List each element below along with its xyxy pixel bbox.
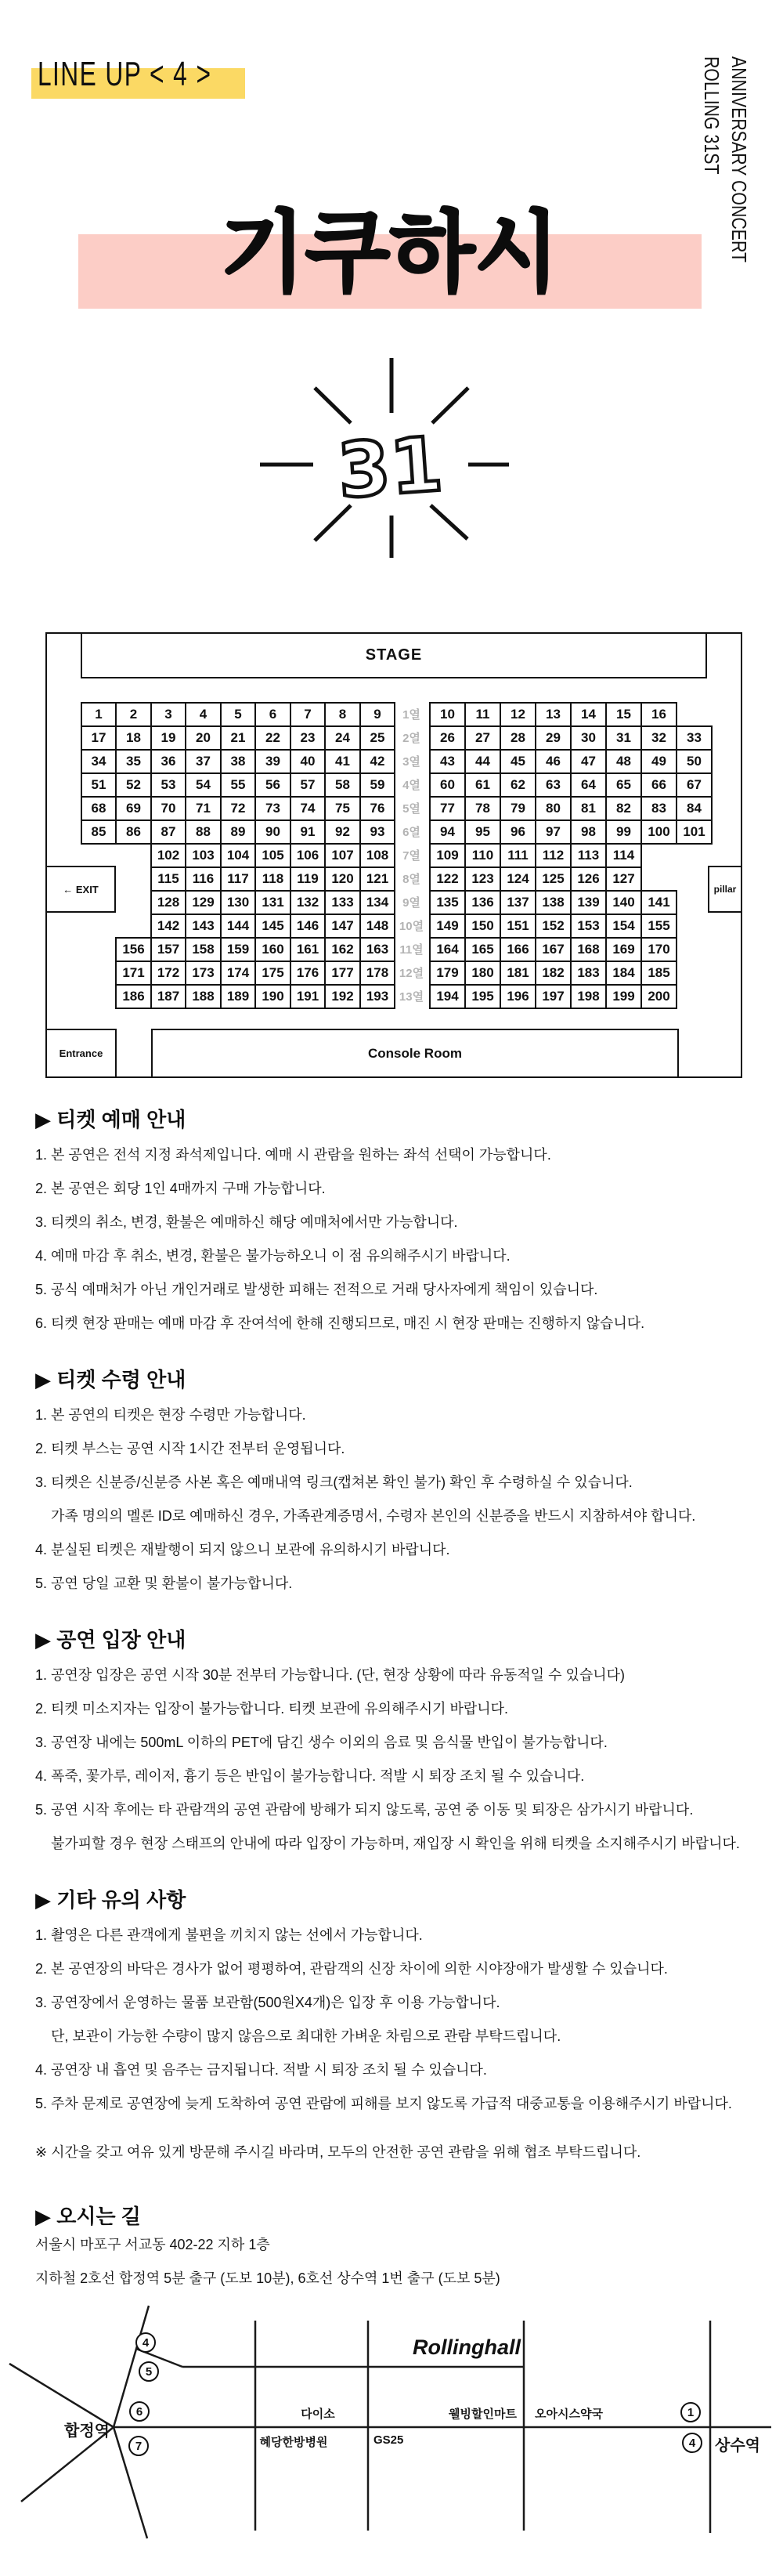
seat-34: 34 xyxy=(81,749,117,774)
seat-199: 199 xyxy=(605,984,642,1009)
seat-144: 144 xyxy=(220,914,256,939)
seat-44: 44 xyxy=(464,749,501,774)
seat-115: 115 xyxy=(150,867,186,892)
logo-31-sunburst xyxy=(254,351,529,578)
seat-58: 58 xyxy=(324,772,361,798)
seat-row-label-9: 9열 xyxy=(402,895,420,910)
seat-46: 46 xyxy=(535,749,572,774)
seat-133: 133 xyxy=(324,890,361,915)
seat-95: 95 xyxy=(464,819,501,845)
seat-11: 11 xyxy=(464,702,501,727)
subway-exit-badge-6: 6 xyxy=(129,2401,150,2422)
seat-row-label-6: 6열 xyxy=(402,825,420,839)
seat-89: 89 xyxy=(220,819,256,845)
seat-149: 149 xyxy=(429,914,466,939)
seat-60: 60 xyxy=(429,772,466,798)
seat-161: 161 xyxy=(290,937,326,962)
seat-175: 175 xyxy=(254,961,291,986)
seat-99: 99 xyxy=(605,819,642,845)
seat-row-label-1: 1열 xyxy=(402,707,420,722)
seat-21: 21 xyxy=(220,725,256,751)
notice-section-title: ▶ 티켓 수령 안내 xyxy=(35,1368,186,1391)
notice-line: 5. 공식 예매처가 아닌 개인거래로 발생한 피해는 전적으로 거래 당사자에게 책임이 있습니다. xyxy=(35,1282,598,1297)
seat-188: 188 xyxy=(185,984,222,1009)
artist-title: 기쿠하시 xyxy=(220,204,560,302)
seat-191: 191 xyxy=(290,984,326,1009)
seat-154: 154 xyxy=(605,914,642,939)
seat-176: 176 xyxy=(290,961,326,986)
seat-81: 81 xyxy=(570,796,607,821)
seat-2: 2 xyxy=(115,702,152,727)
seat-57: 57 xyxy=(290,772,326,798)
notice-section-title: ▶ 기타 유의 사항 xyxy=(35,1888,186,1912)
seat-112: 112 xyxy=(535,843,572,868)
seat-101: 101 xyxy=(676,819,713,845)
seat-row-label-5: 5열 xyxy=(402,801,420,816)
notice-line: 3. 티켓은 신분증/신분증 사본 혹은 예매내역 링크(캡쳐본 확인 불가) 확인 후 수령하실 수 있습니다. xyxy=(35,1474,633,1490)
seat-85: 85 xyxy=(81,819,117,845)
notice-section-4 xyxy=(35,1890,763,2111)
seat-7: 7 xyxy=(290,702,326,727)
seat-169: 169 xyxy=(605,937,642,962)
seat-114: 114 xyxy=(605,843,642,868)
seat-198: 198 xyxy=(570,984,607,1009)
seat-67: 67 xyxy=(676,772,713,798)
seat-162: 162 xyxy=(324,937,361,962)
directions-subway: 지하철 2호선 합정역 5분 출구 (도보 10분), 6호선 상수역 1번 출구 (도보 5분) xyxy=(35,2270,500,2286)
seat-30: 30 xyxy=(570,725,607,751)
seat-90: 90 xyxy=(254,819,291,845)
seat-42: 42 xyxy=(359,749,395,774)
seat-103: 103 xyxy=(185,843,222,868)
seat-190: 190 xyxy=(254,984,291,1009)
seat-145: 145 xyxy=(254,914,291,939)
notice-line: 1. 공연장 입장은 공연 시작 30분 전부터 가능합니다. (단, 현장 상황에 따라 유동적일 수 있습니다) xyxy=(35,1667,626,1683)
entrance-box xyxy=(45,1029,117,1078)
seat-79: 79 xyxy=(500,796,536,821)
seat-10: 10 xyxy=(429,702,466,727)
seat-119: 119 xyxy=(290,867,326,892)
notice-section-3 xyxy=(35,1630,763,1851)
seat-26: 26 xyxy=(429,725,466,751)
seat-123: 123 xyxy=(464,867,501,892)
seat-156: 156 xyxy=(115,937,152,962)
seat-86: 86 xyxy=(115,819,152,845)
seat-22: 22 xyxy=(254,725,291,751)
seat-20: 20 xyxy=(185,725,222,751)
notice-sections xyxy=(35,1109,763,2111)
seat-120: 120 xyxy=(324,867,361,892)
seat-19: 19 xyxy=(150,725,186,751)
seat-51: 51 xyxy=(81,772,117,798)
seat-77: 77 xyxy=(429,796,466,821)
seat-14: 14 xyxy=(570,702,607,727)
subway-exit-badge-1: 1 xyxy=(680,2402,701,2422)
notice-line: 4. 예매 마감 후 취소, 변경, 환불은 불가능하오니 이 점 유의해주시기 바랍니다. xyxy=(35,1248,511,1264)
notice-line: 1. 촬영은 다른 관객에게 불편을 끼치지 않는 선에서 가능합니다. xyxy=(35,1927,423,1943)
seat-66: 66 xyxy=(640,772,677,798)
logo-31-number: 31 xyxy=(334,420,446,516)
notice-line: 6. 티켓 현장 판매는 예매 마감 후 잔여석에 한해 진행되므로, 매진 시 현장 판매는 진행하지 않습니다. xyxy=(35,1315,645,1331)
directions-address: 서울시 마포구 서교동 402-22 지하 1층 xyxy=(35,2237,270,2252)
notice-line: 단, 보관이 가능한 수량이 많지 않음으로 최대한 가벼운 차림으로 관람 부탁드립니다. xyxy=(51,2028,561,2044)
seat-43: 43 xyxy=(429,749,466,774)
notice-text-column xyxy=(35,1109,763,2305)
seat-16: 16 xyxy=(640,702,677,727)
seat-48: 48 xyxy=(605,749,642,774)
seat-167: 167 xyxy=(535,937,572,962)
directions-title: ▶ 오시는 길 xyxy=(35,2205,141,2228)
seat-1: 1 xyxy=(81,702,117,727)
notice-footer: ※ 시간을 갖고 여유 있게 방문해 주시길 바라며, 모두의 안전한 공연 관람을 위해 협조 부탁드립니다. xyxy=(35,2144,641,2160)
seat-63: 63 xyxy=(535,772,572,798)
seat-183: 183 xyxy=(570,961,607,986)
notice-section-title: ▶ 티켓 예매 안내 xyxy=(35,1108,186,1131)
seat-164: 164 xyxy=(429,937,466,962)
seat-3: 3 xyxy=(150,702,186,727)
seat-68: 68 xyxy=(81,796,117,821)
notice-line: 2. 본 공연장의 바닥은 경사가 없어 평평하여, 관람객의 신장 차이에 의한 시야장애가 발생할 수 있습니다. xyxy=(35,1961,668,1977)
seat-159: 159 xyxy=(220,937,256,962)
seat-106: 106 xyxy=(290,843,326,868)
seat-147: 147 xyxy=(324,914,361,939)
seat-row-label-4: 4열 xyxy=(402,778,420,792)
seat-97: 97 xyxy=(535,819,572,845)
seat-91: 91 xyxy=(290,819,326,845)
notice-line: 4. 폭죽, 꽃가루, 레이저, 흉기 등은 반입이 불가능합니다. 적발 시 퇴장 조치 될 수 있습니다. xyxy=(35,1768,585,1784)
seat-174: 174 xyxy=(220,961,256,986)
notice-line: 1. 본 공연의 티켓은 현장 수령만 가능합니다. xyxy=(35,1407,306,1423)
seat-row-label-12: 12열 xyxy=(399,966,424,980)
seat-173: 173 xyxy=(185,961,222,986)
seat-92: 92 xyxy=(324,819,361,845)
seat-28: 28 xyxy=(500,725,536,751)
seat-155: 155 xyxy=(640,914,677,939)
seat-126: 126 xyxy=(570,867,607,892)
notice-line: 3. 공연장 내에는 500mL 이하의 PET에 담긴 생수 이외의 음료 및 음식물 반입이 불가능합니다. xyxy=(35,1735,608,1750)
seat-184: 184 xyxy=(605,961,642,986)
seat-116: 116 xyxy=(185,867,222,892)
seat-102: 102 xyxy=(150,843,186,868)
seat-130: 130 xyxy=(220,890,256,915)
seat-179: 179 xyxy=(429,961,466,986)
seat-row-label-2: 2열 xyxy=(402,731,420,745)
lineup-label: LINE UP < 4 > xyxy=(38,55,212,93)
seat-178: 178 xyxy=(359,961,395,986)
seat-36: 36 xyxy=(150,749,186,774)
seat-96: 96 xyxy=(500,819,536,845)
stage xyxy=(81,632,707,678)
seat-17: 17 xyxy=(81,725,117,751)
seat-83: 83 xyxy=(640,796,677,821)
notice-section-title: ▶ 공연 입장 안내 xyxy=(35,1628,186,1652)
map-label-wellbeing-mart: 웰빙할인마트 xyxy=(449,2408,517,2421)
seat-158: 158 xyxy=(185,937,222,962)
seat-87: 87 xyxy=(150,819,186,845)
notice-line: 2. 티켓 부스는 공연 시작 1시간 전부터 운영됩니다. xyxy=(35,1441,345,1456)
seat-128: 128 xyxy=(150,890,186,915)
exit-box xyxy=(45,866,116,913)
seat-132: 132 xyxy=(290,890,326,915)
seat-39: 39 xyxy=(254,749,291,774)
notice-line: 불가피할 경우 현장 스태프의 안내에 따라 입장이 가능하며, 재입장 시 확인을 위해 티켓을 소지해주시기 바랍니다. xyxy=(51,1836,740,1851)
seat-124: 124 xyxy=(500,867,536,892)
console-room-label: Console Room xyxy=(368,1045,462,1061)
seat-165: 165 xyxy=(464,937,501,962)
stage-label: STAGE xyxy=(365,646,423,664)
seat-29: 29 xyxy=(535,725,572,751)
subway-exit-badge-4b: 4 xyxy=(682,2433,702,2453)
notice-line: 가족 명의의 멜론 ID로 예매하신 경우, 가족관계증명서, 수령자 본인의 신분증을 반드시 지참하셔야 합니다. xyxy=(51,1508,696,1524)
seat-168: 168 xyxy=(570,937,607,962)
seat-140: 140 xyxy=(605,890,642,915)
notice-section-1 xyxy=(35,1109,763,1330)
seat-84: 84 xyxy=(676,796,713,821)
seat-5: 5 xyxy=(220,702,256,727)
subway-exit-badge-7: 7 xyxy=(128,2436,149,2456)
map-label-rollinghall: Rollinghall xyxy=(413,2335,521,2359)
seat-135: 135 xyxy=(429,890,466,915)
seat-141: 141 xyxy=(640,890,677,915)
seat-122: 122 xyxy=(429,867,466,892)
seat-33: 33 xyxy=(676,725,713,751)
seat-152: 152 xyxy=(535,914,572,939)
seat-12: 12 xyxy=(500,702,536,727)
seat-32: 32 xyxy=(640,725,677,751)
seat-52: 52 xyxy=(115,772,152,798)
seat-82: 82 xyxy=(605,796,642,821)
vertical-event-title xyxy=(698,56,752,308)
seat-153: 153 xyxy=(570,914,607,939)
pillar-box xyxy=(708,866,742,913)
seat-74: 74 xyxy=(290,796,326,821)
seat-76: 76 xyxy=(359,796,395,821)
seat-148: 148 xyxy=(359,914,395,939)
seat-55: 55 xyxy=(220,772,256,798)
map-label-hyedang-hospital: 혜당한방병원 xyxy=(259,2436,328,2449)
seat-88: 88 xyxy=(185,819,222,845)
notice-line: 4. 공연장 내 흡연 및 음주는 금지됩니다. 적발 시 퇴장 조치 될 수 있습니다. xyxy=(35,2062,487,2078)
notice-line: 5. 공연 당일 교환 및 환불이 불가능합니다. xyxy=(35,1576,293,1591)
seat-137: 137 xyxy=(500,890,536,915)
seat-38: 38 xyxy=(220,749,256,774)
seat-37: 37 xyxy=(185,749,222,774)
seat-180: 180 xyxy=(464,961,501,986)
seat-50: 50 xyxy=(676,749,713,774)
seat-193: 193 xyxy=(359,984,395,1009)
seat-row-label-13: 13열 xyxy=(399,990,424,1004)
seat-170: 170 xyxy=(640,937,677,962)
console-room-box xyxy=(151,1029,679,1078)
seat-47: 47 xyxy=(570,749,607,774)
seat-187: 187 xyxy=(150,984,186,1009)
vertical-title-line1: ROLLING 31ST xyxy=(700,56,723,175)
notice-line: 2. 본 공연은 회당 1인 4매까지 구매 가능합니다. xyxy=(35,1181,326,1196)
subway-exit-badge-5: 5 xyxy=(139,2361,159,2382)
seat-row-label-8: 8열 xyxy=(402,872,420,886)
seat-186: 186 xyxy=(115,984,152,1009)
map-label-oasis-pharmacy: 오아시스약국 xyxy=(535,2408,603,2421)
seat-134: 134 xyxy=(359,890,395,915)
seat-15: 15 xyxy=(605,702,642,727)
seat-41: 41 xyxy=(324,749,361,774)
seat-93: 93 xyxy=(359,819,395,845)
vertical-title-line2: ANNIVERSARY CONCERT xyxy=(727,56,751,263)
seat-105: 105 xyxy=(254,843,291,868)
seat-24: 24 xyxy=(324,725,361,751)
pillar-label: pillar xyxy=(713,884,737,895)
seat-75: 75 xyxy=(324,796,361,821)
seat-100: 100 xyxy=(640,819,677,845)
seat-107: 107 xyxy=(324,843,361,868)
seat-192: 192 xyxy=(324,984,361,1009)
seat-109: 109 xyxy=(429,843,466,868)
seat-146: 146 xyxy=(290,914,326,939)
seat-64: 64 xyxy=(570,772,607,798)
seat-65: 65 xyxy=(605,772,642,798)
seat-35: 35 xyxy=(115,749,152,774)
seat-157: 157 xyxy=(150,937,186,962)
seat-194: 194 xyxy=(429,984,466,1009)
seat-56: 56 xyxy=(254,772,291,798)
seat-8: 8 xyxy=(324,702,361,727)
notice-line: 2. 티켓 미소지자는 입장이 불가능합니다. 티켓 보관에 유의해주시기 바랍니다. xyxy=(35,1701,509,1717)
seat-69: 69 xyxy=(115,796,152,821)
seat-136: 136 xyxy=(464,890,501,915)
seat-163: 163 xyxy=(359,937,395,962)
subway-exit-badge-4: 4 xyxy=(135,2332,156,2353)
map-label-daiso: 다이소 xyxy=(301,2408,335,2421)
seat-70: 70 xyxy=(150,796,186,821)
seat-142: 142 xyxy=(150,914,186,939)
seat-31: 31 xyxy=(605,725,642,751)
notice-line: 5. 공연 시작 후에는 타 관람객의 공연 관람에 방해가 되지 않도록, 공연 중 이동 및 퇴장은 삼가시기 바랍니다. xyxy=(35,1802,694,1818)
entrance-label: Entrance xyxy=(59,1047,103,1059)
seat-138: 138 xyxy=(535,890,572,915)
seat-125: 125 xyxy=(535,867,572,892)
notice-section-2 xyxy=(35,1369,763,1590)
notice-line: 3. 티켓의 취소, 변경, 환불은 예매하신 해당 예매처에서만 가능합니다. xyxy=(35,1214,458,1230)
seat-189: 189 xyxy=(220,984,256,1009)
seat-177: 177 xyxy=(324,961,361,986)
seat-94: 94 xyxy=(429,819,466,845)
seat-80: 80 xyxy=(535,796,572,821)
seat-111: 111 xyxy=(500,843,536,868)
seat-182: 182 xyxy=(535,961,572,986)
seat-160: 160 xyxy=(254,937,291,962)
seat-27: 27 xyxy=(464,725,501,751)
notice-line: 5. 주차 문제로 공연장에 늦게 도착하여 공연 관람에 피해를 보지 않도록 가급적 대중교통을 이용해주시기 바랍니다. xyxy=(35,2096,732,2111)
seat-98: 98 xyxy=(570,819,607,845)
seat-61: 61 xyxy=(464,772,501,798)
seat-185: 185 xyxy=(640,961,677,986)
notice-line: 1. 본 공연은 전석 지정 좌석제입니다. 예매 시 관람을 원하는 좌석 선택이 가능합니다. xyxy=(35,1147,551,1163)
seat-131: 131 xyxy=(254,890,291,915)
seat-129: 129 xyxy=(185,890,222,915)
seat-71: 71 xyxy=(185,796,222,821)
seat-9: 9 xyxy=(359,702,395,727)
seat-72: 72 xyxy=(220,796,256,821)
seat-row-label-11: 11열 xyxy=(399,942,424,957)
seat-121: 121 xyxy=(359,867,395,892)
seat-13: 13 xyxy=(535,702,572,727)
seat-53: 53 xyxy=(150,772,186,798)
seat-127: 127 xyxy=(605,867,642,892)
seat-171: 171 xyxy=(115,961,152,986)
seat-172: 172 xyxy=(150,961,186,986)
seat-166: 166 xyxy=(500,937,536,962)
notice-line: 3. 공연장에서 운영하는 물품 보관함(500원X4개)은 입장 후 이용 가능합니다. xyxy=(35,1995,500,2010)
seat-73: 73 xyxy=(254,796,291,821)
seat-23: 23 xyxy=(290,725,326,751)
map-label-sangsu: 상수역 xyxy=(715,2437,760,2455)
seat-18: 18 xyxy=(115,725,152,751)
seat-104: 104 xyxy=(220,843,256,868)
seat-40: 40 xyxy=(290,749,326,774)
seat-row-label-7: 7열 xyxy=(402,848,420,863)
seat-45: 45 xyxy=(500,749,536,774)
seat-108: 108 xyxy=(359,843,395,868)
seat-118: 118 xyxy=(254,867,291,892)
seat-143: 143 xyxy=(185,914,222,939)
map-label-hapjeong: 합정역 xyxy=(64,2422,110,2440)
seat-195: 195 xyxy=(464,984,501,1009)
seat-6: 6 xyxy=(254,702,291,727)
seat-62: 62 xyxy=(500,772,536,798)
seat-181: 181 xyxy=(500,961,536,986)
seat-151: 151 xyxy=(500,914,536,939)
seat-row-label-10: 10열 xyxy=(399,919,424,933)
seat-197: 197 xyxy=(535,984,572,1009)
seat-196: 196 xyxy=(500,984,536,1009)
seat-row-label-3: 3열 xyxy=(402,754,420,769)
map-label-gs25: GS25 xyxy=(373,2433,404,2447)
seat-49: 49 xyxy=(640,749,677,774)
seat-113: 113 xyxy=(570,843,607,868)
seat-25: 25 xyxy=(359,725,395,751)
seat-110: 110 xyxy=(464,843,501,868)
seat-4: 4 xyxy=(185,702,222,727)
seat-59: 59 xyxy=(359,772,395,798)
exit-label: ← EXIT xyxy=(63,883,99,895)
seat-117: 117 xyxy=(220,867,256,892)
seat-200: 200 xyxy=(640,984,677,1009)
seat-54: 54 xyxy=(185,772,222,798)
notice-line: 4. 분실된 티켓은 재발행이 되지 않으니 보관에 유의하시기 바랍니다. xyxy=(35,1542,450,1558)
seat-150: 150 xyxy=(464,914,501,939)
seat-78: 78 xyxy=(464,796,501,821)
seat-139: 139 xyxy=(570,890,607,915)
